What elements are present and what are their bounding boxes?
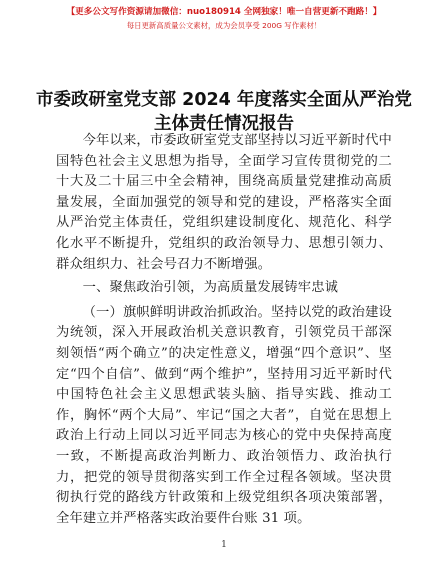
body-paragraph: （一）旗帜鲜明讲政治抓政治。坚持以党的政治建设为统领，深入开展政治机关意识教育，引领党员干部深刻领悟“两个确立”的决定性意义，增强“四个意识”、坚定“四个自信”、做到“两个维护”，坚持用习近平新时代中国特色社会主义思想武装头脑、指导实践、推动工作，胸怀“两个大局”、牢记“国之大者”，自觉在思想上政治上行动上同以习近平同志为核心的党中央保持高度一致，不断提高政治判断力、政治领悟力、政治执行力，把党的领导贯彻落实到工作全过程各领域。坚决贯彻执行党的路线方针政策和上级党组织各项决策部署，全年建立并严格落实政治要件台账 31 项。 (56, 304, 392, 526)
promo-banner-line-2: 每日更新高质量公文素材，成为会员享受 200G 写作素材！ (126, 21, 322, 30)
document-title-line-1: 市委政研室党支部 2024 年度落实全面从严治党 (36, 90, 412, 110)
section-heading: 一、聚焦政治引领，为高质量发展铸牢忠诚 (82, 280, 339, 296)
promo-banner (0, 6, 448, 32)
promo-banner-line-1: 【更多公文写作资源请加微信：nuo180914 全网独家！唯一自营更新不跑路！】 (66, 7, 382, 17)
page-number: 1 (221, 540, 227, 550)
document-title-line-2: 主体责任情况报告 (154, 114, 294, 134)
document-body (56, 131, 392, 529)
document-title (0, 88, 448, 136)
intro-paragraph: 今年以来，市委政研室党支部坚持以习近平新时代中国特色社会主义思想为指导，全面学习宣传贯彻党的二十大及二十届三中全会精神，围绕高质量党建推动高质量发展，全面加强党的领导和党的建设，严格落实全面从严治党主体责任，党组织建设制度化、规范化、科学化水平不断提升，党组织的政治领导力、思想引领力、群众组织力、社会号召力不断增强。 (56, 133, 392, 272)
